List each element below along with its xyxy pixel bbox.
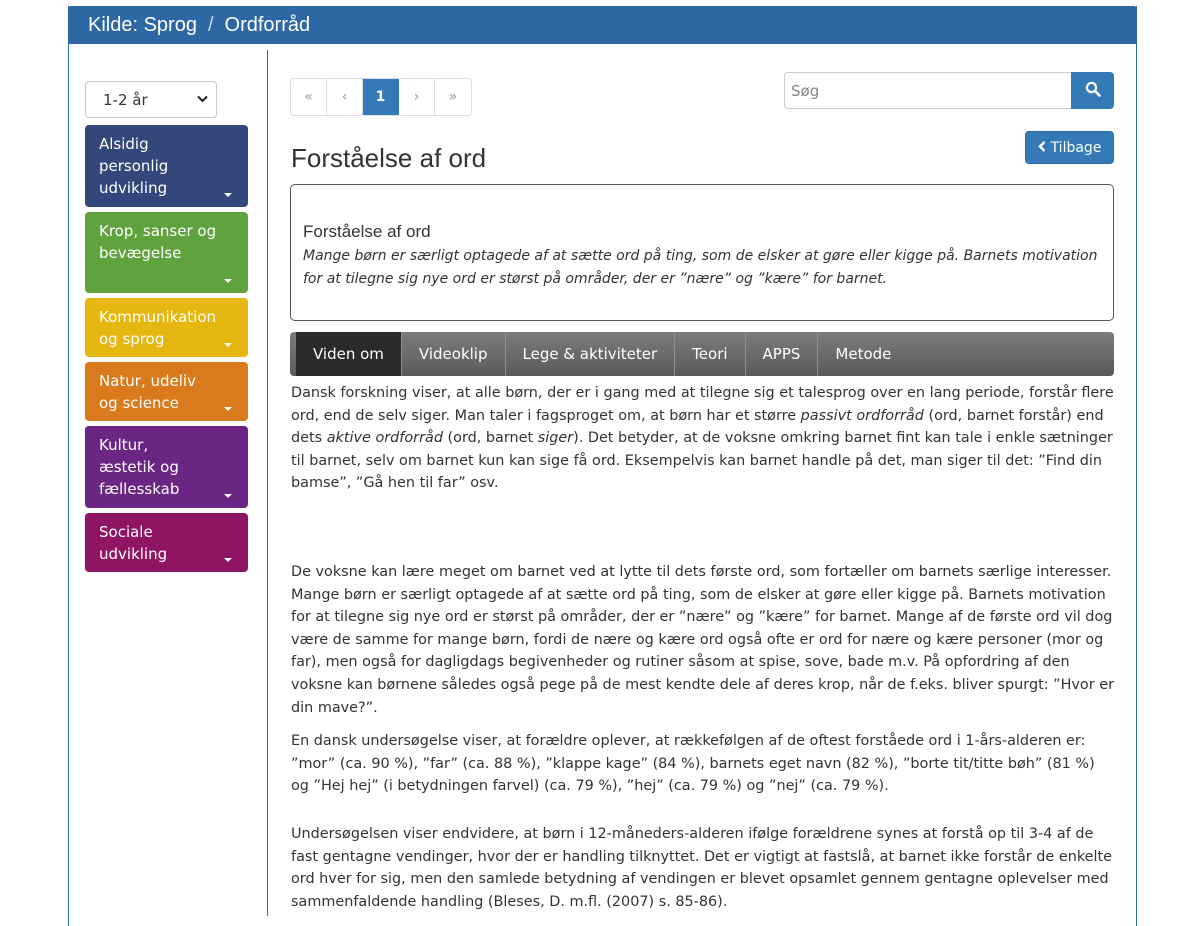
breadcrumb-current: Ordforråd	[224, 13, 311, 36]
tab-apps[interactable]: APPS	[746, 332, 819, 376]
category-label: Sociale udvikling	[99, 523, 168, 563]
pagination-last[interactable]: »	[435, 79, 471, 115]
category-alsidig-personlig-udvikling[interactable]	[85, 125, 248, 207]
caret-down-icon	[224, 494, 232, 498]
caret-down-icon	[224, 279, 232, 283]
tab-viden-om[interactable]: Viden om	[296, 332, 402, 376]
caret-down-icon	[224, 407, 232, 411]
search-button[interactable]	[1071, 72, 1114, 109]
search-icon	[1085, 81, 1101, 101]
category-natur-udeliv-science[interactable]	[85, 362, 248, 421]
search-form	[784, 72, 1114, 109]
article-content	[291, 382, 1117, 913]
category-label: Alsidig personlig udvikling	[99, 135, 169, 197]
paragraph-3: En dansk undersøgelse viser, at forældre oplever, at rækkefølgen af de oftest forståede ord i 1-års-alderen er: ”mor” (ca. 90 %), ”far” (ca. 88 %), ”klappe kage” (84 %), barnets eget navn (82 %), ”borte tit/titte bøh” (81 %) og ”Hej hej” (i betydningen farvel) (ca. 79 %), ”hej” (ca. 79 %) og ”nej” (ca. 79 %).	[291, 733, 1095, 795]
back-button[interactable]	[1025, 131, 1114, 164]
age-select-value: 1-2 år	[103, 90, 148, 109]
sidebar	[85, 80, 249, 577]
pagination-page-1[interactable]: 1	[363, 79, 399, 115]
intro-text: Mange børn er særligt optagede af at sætte ord på ting, som de elsker at gøre eller kigge på. Barnets motivation for at tilegne sig nye ord er størst på områder, der er ”nære” og ”kære” for barnet.	[303, 248, 1098, 287]
tab-videoklip[interactable]: Videoklip	[402, 332, 506, 376]
category-krop-sanser-bevaegelse[interactable]	[85, 212, 248, 293]
chevron-left-icon	[1038, 140, 1046, 156]
pagination-prev[interactable]: ‹	[327, 79, 363, 115]
pagination-next[interactable]: ›	[399, 79, 435, 115]
paragraph-4: Undersøgelsen viser endvidere, at børn i 12-måneders-alderen ifølge forældrene synes at forstå op til 3-4 af de fast gentagne vendinger, hvor der er handling tilknyttet. Det er vigtigt at fastslå, at barnet ikke forstår de enkelte ord hver for sig, men den samlede betydning af vendingen er blevet opsamlet gennem gentagne oplevelser med sammenfaldende handling (Bleses, D. m.fl. (2007) s. 85-86).	[291, 825, 1112, 910]
pagination-first[interactable]: «	[291, 79, 327, 115]
back-button-label: Tilbage	[1050, 139, 1102, 156]
category-kultur-aestetik-faellesskab[interactable]	[85, 426, 248, 508]
search-input[interactable]	[784, 72, 1071, 109]
chevron-down-icon	[197, 93, 208, 106]
tab-metode[interactable]: Metode	[835, 345, 892, 363]
category-sociale-udvikling[interactable]	[85, 513, 248, 572]
tab-teori[interactable]: Teori	[675, 332, 745, 376]
category-label: Natur, udeliv og science	[99, 372, 196, 412]
intro-heading: Forståelse af ord	[303, 222, 431, 241]
breadcrumb-separator: /	[207, 13, 214, 36]
category-label: Kommunikation og sprog	[99, 308, 217, 348]
intro-box	[290, 184, 1114, 321]
age-select[interactable]	[85, 81, 217, 118]
breadcrumb-root[interactable]: Kilde: Sprog	[88, 13, 197, 36]
category-label: Kultur, æstetik og fællesskab	[99, 436, 180, 498]
page-title: Forståelse af ord	[291, 143, 487, 173]
tab-lege-aktiviteter[interactable]: Lege & aktiviteter	[506, 332, 676, 376]
paragraph-1: Dansk forskning viser, at alle børn, der er i gang med at tilegne sig et talesprog over en lang periode, forstår flere ord, end de selv siger. Man taler i fagsproget om, at børn har et større passivt ordforråd (ord, barnet forstår) end dets aktive ordforråd (ord, barnet siger). Det betyder, at de voksne omkring barnet fint kan tale i enkle sætninger til barnet, selv om barnet kun kan sige få ord. Eksempelvis kan barnet handle på det, man siger til det: ”Find din bamse”, ”Gå hen til far” osv.	[291, 385, 1114, 492]
caret-down-icon	[224, 558, 232, 562]
caret-down-icon	[224, 193, 232, 197]
caret-down-icon	[224, 343, 232, 347]
tab-bar	[290, 332, 1114, 376]
breadcrumb	[68, 6, 1137, 44]
sidebar-divider	[267, 50, 268, 916]
category-label: Krop, sanser og bevægelse	[99, 222, 217, 262]
pagination	[290, 78, 472, 116]
paragraph-2: De voksne kan lære meget om barnet ved at lytte til dets første ord, som fortæller om barnets særlige interesser. Mange børn er særligt optagede af at sætte ord på ting, som de elsker at gøre eller kigge på. Barnets motivation for at tilegne sig nye ord er størst på områder, der er ”nære” og ”kære” for barnet. Mange af de første ord vil dog være de samme for mange børn, fordi de nære og kære ord også ofte er ord for nære og kære personer (mor og far), men også for dagligdags begivenheder og rutiner såsom at spise, sove, bade m.v. På opfordring af den voksne kan børnene således også pege på de mest kendte dele af deres krop, når de f.eks. bliver spurgt: ”Hvor er din mave?”.	[291, 563, 1114, 716]
category-kommunikation-sprog[interactable]	[85, 298, 248, 357]
